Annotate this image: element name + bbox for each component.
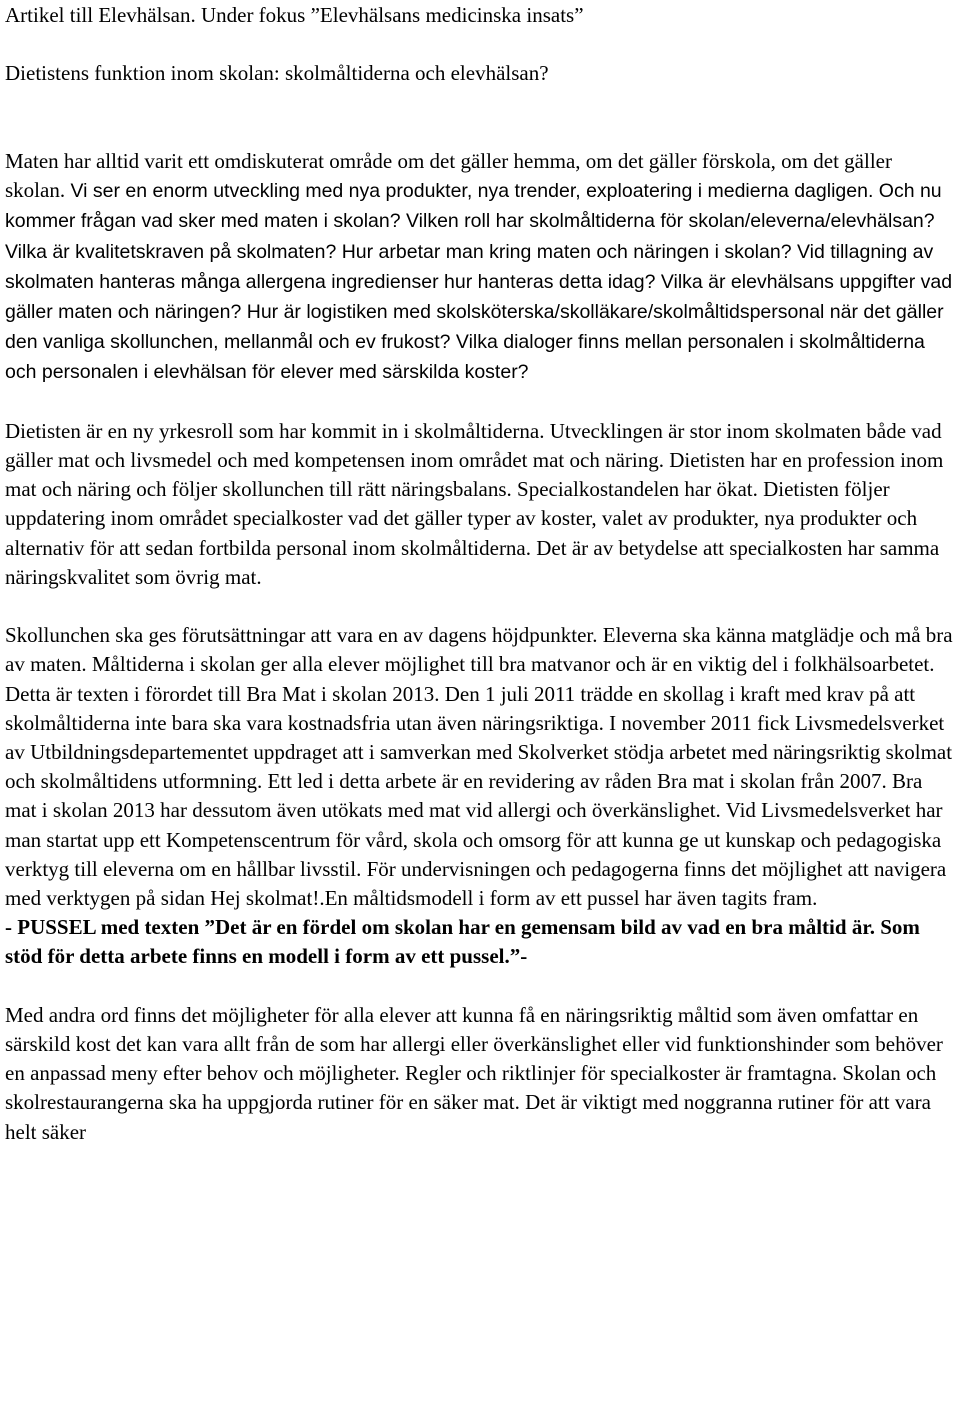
intro-paragraph bbox=[5, 147, 957, 388]
spacer bbox=[5, 388, 957, 417]
intro-serif-text: Maten har alltid varit ett omdiskuterat område om det gäller hemma, om det gäller förskola, om det gäller skolan. bbox=[5, 148, 892, 203]
spacer bbox=[5, 118, 957, 147]
puzzle-bold-note: - PUSSEL med texten ”Det är en fördel om skolan har en gemensam bild av vad en bra måltid är. Som stöd för detta arbete finns en modell i form av ett pussel.”- bbox=[5, 915, 920, 969]
document-subtitle: Dietistens funktion inom skolan: skolmåltiderna och elevhälsan? bbox=[5, 61, 549, 86]
spacer bbox=[5, 972, 957, 1001]
intro-questions-text: Vi ser en enorm utveckling med nya produkter, nya trender, exploatering i medierna dagligen. Och nu kommer frågan vad sker med maten i skolan? Vilken roll har skolmåltiderna för skolan/eleverna/elevhälsan? Vilka är kvalitetskraven på skolmaten? Hur arbetar man kring maten och näringen i skolan? Vid tillagning av skolmaten hanteras många allergena ingredienser hur hanteras detta idag? Vilka är elevhälsans uppgifter vad gäller maten och näringen? Hur är logistiken med skolsköterska/skolläkare/skolmåltidspersonal när det gäller den vanliga skollunchen, mellanmål och ev frukost? Vilka dialoger finns mellan personalen i skolmåltiderna och personalen i elevhälsan för elever med särskilda koster? bbox=[5, 180, 953, 384]
spacer bbox=[5, 30, 957, 59]
article-header-line: Artikel till Elevhälsan. Under fokus ”Elevhälsans medicinska insats” bbox=[5, 3, 584, 27]
document-body bbox=[5, 1, 957, 1147]
spacer bbox=[5, 592, 957, 621]
school-lunch-paragraph: Skollunchen ska ges förutsättningar att vara en av dagens höjdpunkter. Eleverna ska känna matglädje och må bra av maten. Måltiderna i skolan ger alla elever möjlighet till bra matvanor och är en viktig del i folkhälsoarbetet. Detta är texten i förordet till Bra Mat i skolan 2013. Den 1 juli 2011 trädde en skollag i kraft med krav på att skolmåltiderna inte bara ska vara kostnadsfria utan även näringsriktiga. I november 2011 fick Livsmedelsverket av Utbildningsdepartementet uppdraget att i samverkan med Skolverket stödja arbetet med näringsriktig skolmat och skolmåltidens utformning. Ett led i detta arbete är en revidering av råden Bra mat i skolan från 2007. Bra mat i skolan 2013 har dessutom även utökats med mat vid allergi och överkänslighet. Vid Livsmedelsverket har man startat upp ett Kompetenscentrum för vård, skola och omsorg för att kunna ge ut kunskap och pedagogiska verktyg till eleverna om en hållbar livsstil. För undervisningen och pedagogerna finns det möjlighet att navigera med verktygen på sidan Hej skolmat!.En måltidsmodell i form av ett pussel har även tagits fram. bbox=[5, 623, 953, 911]
spacer bbox=[5, 89, 957, 118]
dietitian-paragraph: Dietisten är en ny yrkesroll som har kommit in i skolmåltiderna. Utvecklingen är stor inom skolmaten både vad gäller mat och livsmedel och med kompetensen inom området mat och näring. Dietisten har en profession inom mat och näring och följer skollunchen till rätt näringsbalans. Specialkostandelen har ökat. Dietisten följer uppdatering inom området specialkoster vad det gäller typer av koster, valet av produkter, nya produkter och alternativ för att sedan fortbilda personal inom skolmåltiderna. Det är av betydelse att specialkosten har samma näringskvalitet som övrig mat. bbox=[5, 418, 944, 589]
special-diet-paragraph: Med andra ord finns det möjligheter för alla elever att kunna få en näringsriktig måltid som även omfattar en särskild kost det kan vara allt från de som har allergi eller överkänslighet eller vid funktionshinder som behöver en anpassad meny efter behov och möjligheter. Regler och riktlinjer för specialkoster är framtagna. Skolan och skolrestaurangerna ska ha uppgjorda rutiner för en säker mat. Det är viktigt med noggranna rutiner för att vara helt säker bbox=[5, 1002, 943, 1144]
